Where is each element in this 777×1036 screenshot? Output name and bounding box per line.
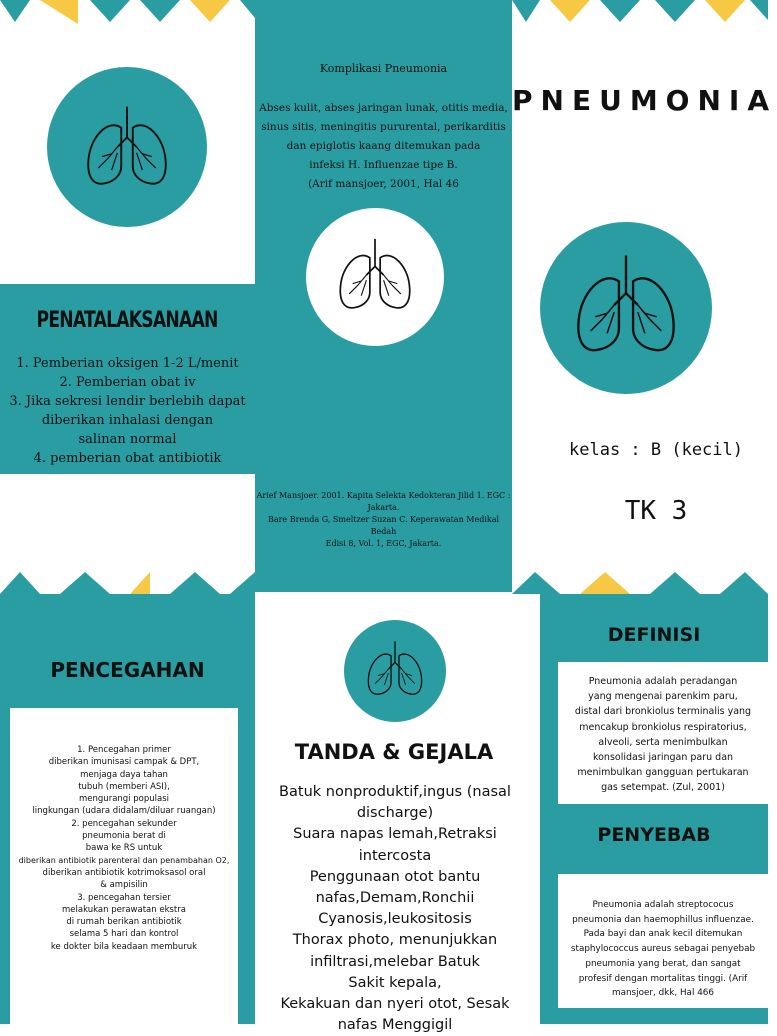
lungs-circle: [540, 222, 712, 394]
pencegahan-card: [10, 708, 238, 1024]
definisi-heading: DEFINISI: [607, 624, 701, 646]
text-line: diberikan antibiotik parenteral dan penambahan O2,: [18, 855, 230, 865]
lungs-circle: [306, 208, 444, 346]
list-item: 4. pemberian obat antibiotik: [33, 451, 222, 466]
middle-triangle-band: [0, 572, 768, 594]
text-line: melakukan perawatan ekstra: [62, 904, 186, 915]
definisi-penyebab-panel: [540, 594, 768, 1024]
text-line: alveoli, serta menimbulkan: [598, 736, 728, 748]
text-line: di rumah berikan antibiotik: [66, 917, 182, 928]
penatalaksanaan-heading: PENATALAKSANAAN: [36, 308, 219, 333]
text-line: pneumonia dan haemophillus influenzae.: [572, 914, 754, 925]
text-line: mengurangi populasi: [79, 794, 169, 805]
penatalaksanaan-list: [0, 354, 255, 468]
text-line: intercosta: [358, 847, 432, 864]
text-line: bawa ke RS untuk: [85, 843, 163, 854]
text-line: nafas Menggigil: [337, 1017, 453, 1034]
lungs-circle: [47, 67, 207, 227]
text-line: infiltrasi,melebar Batuk: [310, 953, 480, 970]
lungs-icon: [362, 636, 428, 702]
reference-line: Jakarta.: [367, 503, 400, 512]
komplikasi-title: Komplikasi Pneumonia: [319, 62, 448, 75]
cover-title: PNEUMONIA: [512, 84, 777, 117]
body-line: (Arif mansjoer, 2001, Hal 46: [308, 178, 459, 190]
text-line: selama 5 hari dan kontrol: [69, 929, 179, 940]
text-line: pneumonia yang berat, dan sangat: [585, 958, 741, 969]
text-line: tubuh (memberi ASI),: [78, 781, 170, 792]
left-top-panel: [0, 24, 255, 284]
reference-line: Bare Brenda G, Smeltzer Suzan C. Keperawatan Medikal Bedah: [267, 515, 500, 536]
text-line: 3. pencegahan tersier: [77, 892, 171, 903]
body-line: Abses kulit, abses jaringan lunak, otitis media,: [259, 102, 508, 114]
text-line: Sakit kepala,: [348, 974, 442, 991]
komplikasi-panel: [255, 0, 512, 592]
reference-line: Arief Mansjoer. 2001. Kapita Selekta Kedokteran Jilid 1. EGC :: [256, 491, 511, 500]
left-top-filler: [0, 474, 255, 572]
cover-panel: [512, 24, 777, 572]
list-item: diberikan inhalasi dengan: [41, 413, 214, 428]
tanda-gejala-heading: TANDA & GEJALA: [294, 740, 494, 764]
text-line: diberikan imunisasi campak & DPT,: [48, 757, 200, 768]
lungs-circle: [344, 620, 446, 722]
list-item: 2. Pemberian obat iv: [59, 375, 196, 390]
text-line: nafas,Demam,Ronchii: [315, 890, 475, 907]
penyebab-card: [558, 874, 768, 1008]
kelas-label: kelas : B (kecil): [569, 440, 743, 460]
text-line: lingkungan (udara didalam/diluar ruangan): [32, 806, 216, 817]
text-line: gas setempat. (Zul, 2001): [601, 782, 725, 794]
text-line: pneumonia berat di: [82, 831, 166, 842]
text-line: distal dari bronkiolus terminalis yang: [574, 706, 752, 718]
text-line: discharge): [356, 805, 434, 822]
lungs-icon: [567, 246, 685, 364]
references: [255, 490, 512, 550]
tk-label: TK 3: [624, 496, 688, 526]
text-line: Pneumonia adalah peradangan: [588, 676, 738, 687]
text-line: staphylococcus aureus sebagai penyebab: [570, 944, 756, 955]
text-line: ke dokter bila keadaan memburuk: [50, 941, 198, 952]
lungs-icon: [332, 232, 418, 318]
list-item: salinan normal: [78, 432, 177, 447]
text-line: Pada bayi dan anak kecil ditemukan: [583, 929, 743, 940]
text-line: profesif dengan mortalitas tinggi. (Arif: [578, 973, 748, 984]
text-line: menjaga daya tahan: [80, 769, 168, 780]
text-line: Suara napas lemah,Retraksi: [293, 826, 497, 843]
tanda-gejala-list: [255, 782, 535, 1036]
text-line: Penggunaan otot bantu: [309, 868, 481, 885]
lungs-icon: [79, 99, 175, 195]
text-line: Pneumonia adalah streptococus: [592, 900, 734, 910]
text-line: 1. Pencegahan primer: [77, 745, 171, 755]
tanda-gejala-panel: [255, 594, 540, 1034]
list-item: 1. Pemberian oksigen 1-2 L/menit: [16, 356, 239, 371]
penyebab-heading: PENYEBAB: [597, 824, 711, 846]
text-line: menimbulkan gangguan pertukaran: [577, 767, 749, 779]
text-line: mencakup bronkiolus respiratorius,: [579, 721, 747, 733]
definisi-card: [558, 662, 768, 804]
reference-line: Edisi 8, Vol. 1, EGC, Jakarta.: [325, 539, 442, 548]
text-line: Cyanosis,leukositosis: [318, 911, 472, 928]
text-line: Batuk nonproduktif,ingus (nasal: [279, 784, 511, 800]
pencegahan-heading: PENCEGAHAN: [50, 658, 205, 682]
text-line: diberikan antibiotik kotrimoksasol oral: [42, 867, 206, 878]
text-line: konsolidasi jaringan paru dan: [592, 752, 734, 764]
body-line: infeksi H. Influenzae tipe B.: [309, 159, 458, 171]
body-line: dan epiglotis kaang ditemukan pada: [286, 140, 481, 152]
pencegahan-panel: [0, 594, 255, 1024]
text-line: Thorax photo, menunjukkan: [292, 932, 498, 949]
text-line: mansjoer, dkk, Hal 466: [612, 988, 714, 999]
text-line: 2. pencegahan sekunder: [71, 818, 177, 829]
penatalaksanaan-panel: [0, 284, 255, 474]
text-line: yang mengenai parenkim paru,: [588, 691, 738, 703]
body-line: sinus sitis, meningitis pururental, perikarditis: [261, 121, 506, 133]
komplikasi-body: [255, 99, 512, 194]
list-item: 3. Jika sekresi lendir berlebih dapat: [9, 394, 246, 409]
text-line: & ampisilin: [100, 880, 148, 891]
text-line: Kekakuan dan nyeri otot, Sesak: [280, 996, 510, 1013]
